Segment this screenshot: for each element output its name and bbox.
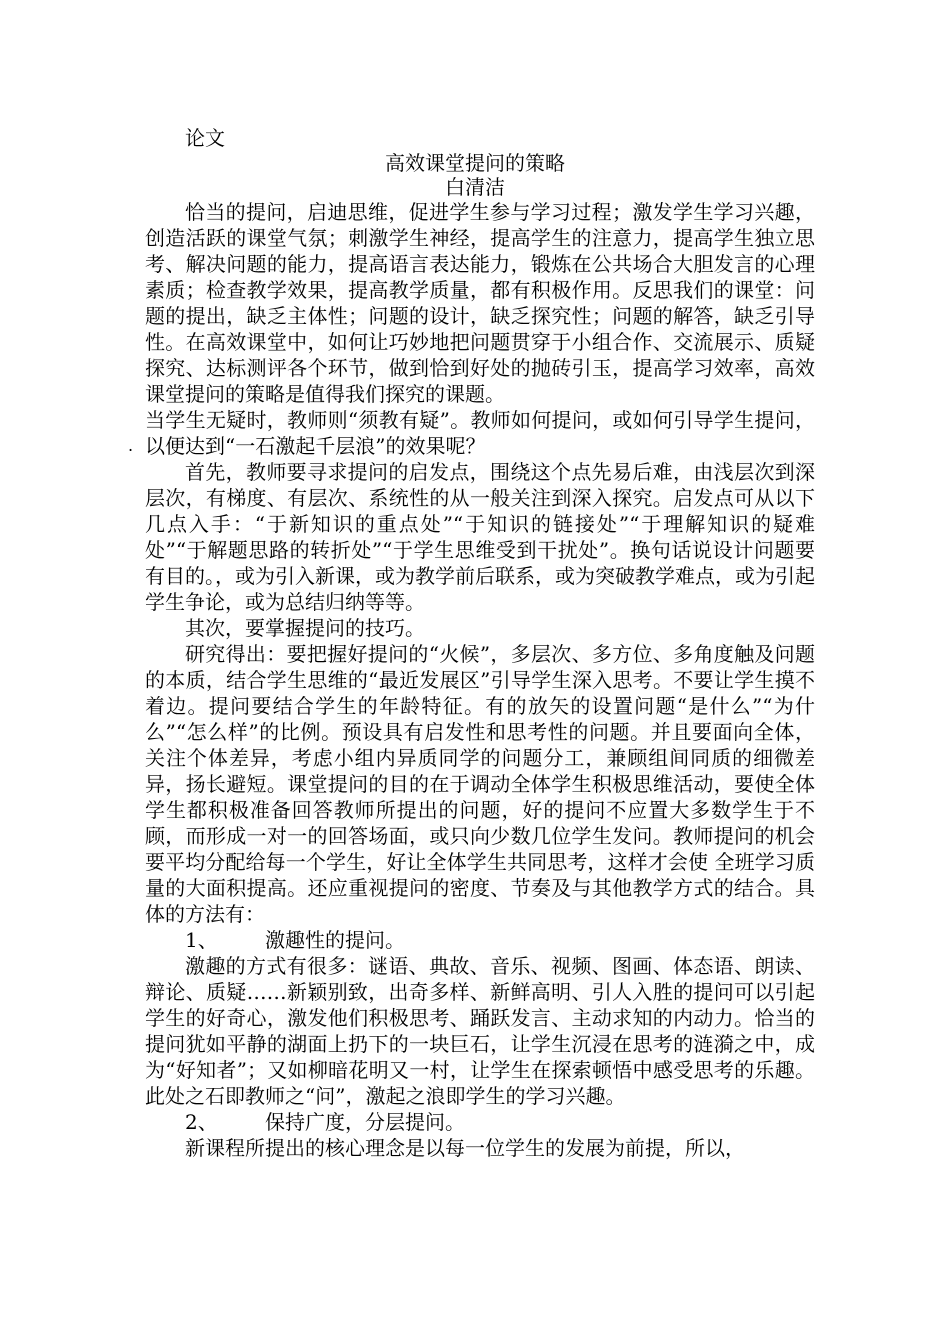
paragraph-intro: 恰当的提问，启迪思维，促进学生参与学习过程；激发学生学习兴趣，创造活跃的课堂气氛；刺激学生神经，提高学生的注意力，提高学生独立思考、解决问题的能力，提高语言表达能力，锻炼在公共场合大胆发言的心理素质；检查教学效果，提高教学质量，都有积极作用。反思我们的课堂：问题的提出，缺乏主体性；问题的设计，缺乏探究性；问题的解答，缺乏引导性。在高效课堂中，如何让巧妙地把问题贯穿于小组合作、交流展示、质疑探究、达标测评各个环节，做到恰到好处的抛砖引玉，提高学习效率，高效课堂提问的策略是值得我们探究的课题。 <box>145 200 815 406</box>
paragraph-first: 首先，教师要寻求提问的启发点，围绕这个点先易后难，由浅层次到深层次，有梯度、有层次、系统性的从一般关注到深入探究。启发点可从以下几点入手：“于新知识的重点处”“于知识的链接处”“于理解知识的疑难处”“于解题思路的转折处”“于学生思维受到干扰处”。换句话说设计问题要有目的。，或为引入新课，或为教学前后联系，或为突破教学难点，或为引起学生争论，或为总结归纳等等。 <box>145 460 815 614</box>
paragraph-question: 当学生无疑时，教师则“须教有疑”。教师如何提问，或如何引导学生提问，以便达到“一石激起千层浪”的效果呢？ <box>145 408 815 458</box>
list-number: 1、 <box>185 928 218 952</box>
bullet-mark: . <box>128 436 134 455</box>
paragraph-research: 研究得出：要把握好提问的“火候”，多层次、多方位、多角度触及问题的本质，结合学生思维的“最近发展区”引导学生深入思考。不要让学生摸不着边。提问要结合学生的年龄特征。有的放矢的设置问题“是什么”“为什么”“怎么样”的比例。预设具有启发性和思考性的问题。并且要面向全体，关注个体差异，考虑小组内异质同学的问题分工，兼顾组间同质的细微差异，扬长避短。课堂提问的目的在于调动全体学生积极思维活动，要使全体学生都积极准备回答教师所提出的问题，好的提问不应置大多数学生于不顾，而形成一对一的回答场面，或只向少数几位学生发问。教师提问的机会要平均分配给每一个学生，好让全体学生共同思考，这样才会使 全班学习质量的大面积提高。还应重视提问的密度、节奏及与其他教学方式的结合。具体的方法有： <box>145 642 815 926</box>
list-item-text: 激趣性的提问。 <box>265 928 405 952</box>
paragraph-curriculum: 新课程所提出的核心理念是以每一位学生的发展为前提，所以， <box>185 1136 745 1160</box>
paragraph-interest: 激趣的方式有很多：谜语、典故、音乐、视频、图画、体态语、朗读、辩论、质疑……新颖别致，出奇多样、新鲜高明、引人入胜的提问可以引起学生的好奇心，激发他们积极思考、踊跃发言、主动求知的内动力。恰当的提问犹如平静的湖面上扔下的一块巨石，让学生沉浸在思考的涟漪之中，成为“好知者”；又如柳暗花明又一村，让学生在探索顿悟中感受思考的乐趣。此处之石即教师之“问”，激起之浪即学生的学习兴趣。 <box>145 954 815 1108</box>
list-item-1 <box>145 927 815 953</box>
list-number: 2、 <box>185 1110 218 1134</box>
paragraph-second: 其次，要掌握提问的技巧。 <box>185 616 425 640</box>
list-item-2 <box>145 1109 815 1135</box>
list-item-text: 保持广度，分层提问。 <box>265 1110 465 1134</box>
document-body <box>145 199 815 1161</box>
document-author: 白清洁 <box>445 175 505 199</box>
document-label: 论文 <box>185 126 225 150</box>
document-title: 高效课堂提问的策略 <box>385 151 565 175</box>
